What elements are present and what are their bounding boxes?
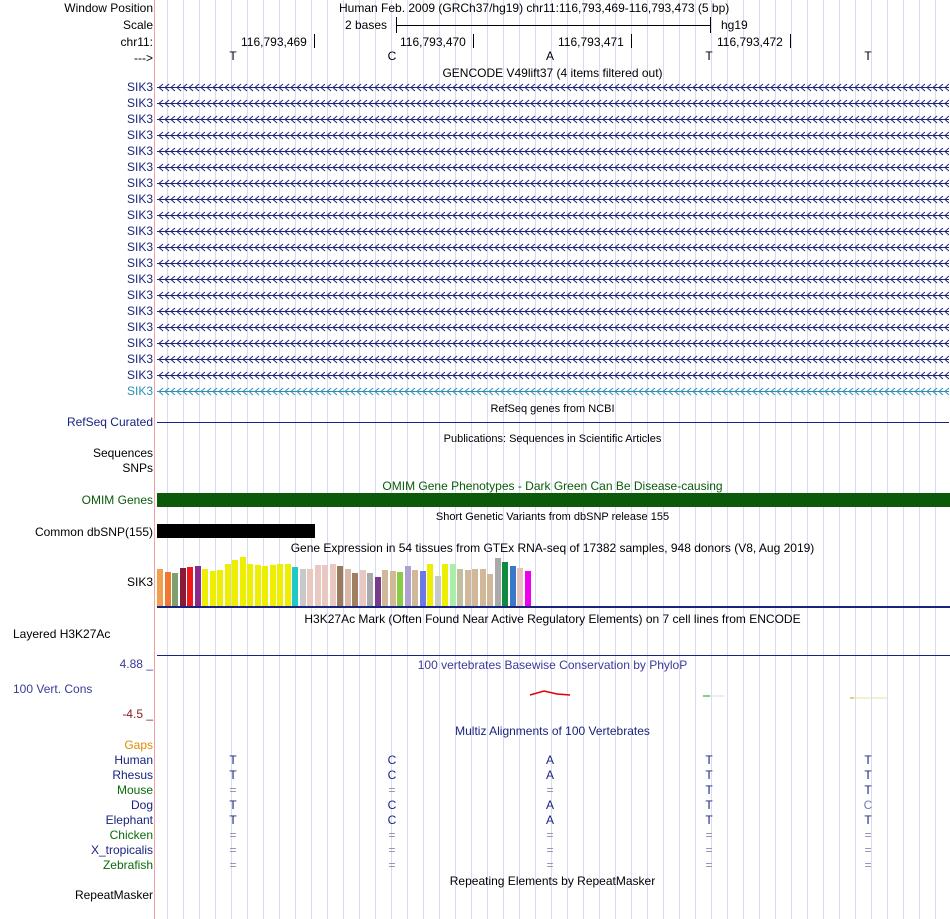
- gtex-tissue-bar[interactable]: [277, 564, 283, 606]
- h3k27ac-track-label[interactable]: Layered H3K27Ac: [13, 627, 111, 641]
- tick-mark: [473, 34, 474, 48]
- gtex-tissue-bar[interactable]: [337, 566, 343, 606]
- multiz-base: A: [545, 813, 554, 827]
- gencode-gene-label[interactable]: SIK3: [126, 352, 153, 366]
- gtex-tissue-bar[interactable]: [330, 564, 336, 606]
- tick-mark: [314, 34, 315, 48]
- multiz-base: T: [705, 813, 713, 827]
- gencode-gene-feature[interactable]: [157, 178, 949, 189]
- gtex-tissue-bar[interactable]: [202, 569, 208, 606]
- multiz-base: A: [545, 768, 554, 782]
- multiz-base: C: [863, 798, 873, 812]
- position-tick-4: 116,793,472: [717, 35, 783, 49]
- multiz-base: =: [864, 828, 872, 842]
- multiz-base: T: [705, 768, 713, 782]
- ref-base: T: [864, 49, 872, 63]
- gencode-gene-feature[interactable]: [157, 162, 949, 173]
- gtex-tissue-bar[interactable]: [510, 566, 516, 606]
- multiz-base: C: [387, 798, 397, 812]
- multiz-base: =: [546, 843, 554, 857]
- gencode-gene-feature[interactable]: [157, 210, 949, 221]
- gencode-gene-label[interactable]: SIK3: [126, 176, 153, 190]
- gencode-gene-label[interactable]: SIK3: [126, 240, 153, 254]
- dbsnp-track-title[interactable]: Short Genetic Variants from dbSNP release 155: [435, 511, 670, 523]
- gencode-gene-label[interactable]: SIK3: [126, 192, 153, 206]
- gtex-tissue-bar[interactable]: [307, 569, 313, 606]
- gtex-tissue-bar[interactable]: [292, 567, 298, 606]
- gencode-gene-label[interactable]: SIK3: [126, 208, 153, 222]
- position-tick-2: 116,793,470: [400, 35, 466, 49]
- scale-value: 2 bases: [345, 18, 388, 32]
- gencode-gene-feature[interactable]: [157, 130, 949, 141]
- gtex-tissue-bar[interactable]: [300, 569, 306, 606]
- gencode-gene-label[interactable]: SIK3: [126, 336, 153, 350]
- gtex-tissue-bar[interactable]: [315, 565, 321, 606]
- gtex-baseline: [157, 606, 950, 608]
- gtex-tissue-bar[interactable]: [210, 571, 216, 606]
- multiz-base: A: [545, 798, 554, 812]
- refseq-track-label[interactable]: RefSeq Curated: [66, 415, 153, 429]
- gtex-bar-chart[interactable]: [157, 556, 949, 606]
- window-position-value: Human Feb. 2009 (GRCh37/hg19) chr11:116,793,469-116,793,473 (5 bp): [339, 1, 730, 15]
- gtex-tissue-bar[interactable]: [442, 564, 448, 606]
- multiz-base: C: [387, 753, 397, 767]
- gtex-tissue-bar[interactable]: [420, 571, 426, 606]
- gencode-gene-label[interactable]: SIK3: [126, 272, 153, 286]
- gtex-tissue-bar[interactable]: [525, 571, 531, 606]
- tick-mark: [790, 34, 791, 48]
- tick-mark: [631, 34, 632, 48]
- multiz-base: T: [229, 798, 237, 812]
- multiz-species-label[interactable]: Dog: [130, 798, 153, 812]
- gtex-tissue-bar[interactable]: [480, 569, 486, 606]
- gtex-tissue-bar[interactable]: [502, 562, 508, 606]
- gencode-gene-feature[interactable]: [157, 322, 949, 333]
- ref-base: C: [387, 49, 397, 63]
- gtex-tissue-bar[interactable]: [165, 572, 171, 606]
- gtex-tissue-bar[interactable]: [457, 569, 463, 606]
- repeatmasker-track-label[interactable]: RepeatMasker: [74, 888, 153, 902]
- gencode-gene-feature[interactable]: [157, 194, 949, 205]
- sequences-label[interactable]: Sequences: [92, 446, 153, 460]
- gtex-tissue-bar[interactable]: [255, 565, 261, 606]
- gencode-gene-label[interactable]: SIK3: [126, 80, 153, 94]
- omim-track-label[interactable]: OMIM Genes: [81, 493, 153, 507]
- gencode-gene-label[interactable]: SIK3: [126, 160, 153, 174]
- gencode-gene-feature[interactable]: [157, 226, 949, 237]
- snps-label[interactable]: SNPs: [122, 461, 153, 475]
- multiz-base: T: [705, 753, 713, 767]
- multiz-base: T: [705, 798, 713, 812]
- gtex-tissue-bar[interactable]: [195, 566, 201, 606]
- gtex-tissue-bar[interactable]: [487, 574, 493, 606]
- h3k27ac-baseline: [157, 655, 950, 656]
- gencode-gene-feature[interactable]: [157, 338, 949, 349]
- multiz-track-title[interactable]: Multiz Alignments of 100 Vertebrates: [455, 724, 650, 738]
- multiz-species-label[interactable]: Mouse: [116, 783, 153, 797]
- gencode-gene-label[interactable]: SIK3: [126, 320, 153, 334]
- multiz-species-label[interactable]: X_tropicalis: [90, 843, 153, 857]
- gtex-tissue-bar[interactable]: [465, 570, 471, 606]
- gtex-tissue-bar[interactable]: [247, 564, 253, 606]
- multiz-base: T: [864, 753, 872, 767]
- gtex-tissue-bar[interactable]: [232, 560, 238, 606]
- gencode-gene-label[interactable]: SIK3: [126, 144, 153, 158]
- position-tick-1: 116,793,469: [241, 35, 307, 49]
- multiz-base: C: [387, 813, 397, 827]
- gtex-tissue-bar[interactable]: [345, 569, 351, 606]
- multiz-base: =: [229, 783, 237, 797]
- gencode-gene-label[interactable]: SIK3: [126, 224, 153, 238]
- window-position-label: Window Position: [64, 1, 153, 15]
- gencode-track-title[interactable]: GENCODE V49lift37 (4 items filtered out): [442, 66, 663, 80]
- ref-base: T: [229, 49, 237, 63]
- gtex-tissue-bar[interactable]: [427, 564, 433, 606]
- gtex-tissue-bar[interactable]: [270, 565, 276, 606]
- cons-track-title[interactable]: 100 vertebrates Basewise Conservation by PhyloP: [417, 658, 688, 672]
- gtex-tissue-bar[interactable]: [495, 558, 501, 606]
- gtex-tissue-bar[interactable]: [390, 571, 396, 606]
- gencode-gene-label[interactable]: SIK3: [126, 304, 153, 318]
- multiz-base: T: [705, 783, 713, 797]
- multiz-species-label[interactable]: Human: [114, 753, 153, 767]
- gencode-gene-feature[interactable]: [157, 114, 949, 125]
- multiz-base: T: [229, 753, 237, 767]
- gaps-label[interactable]: Gaps: [124, 738, 153, 752]
- gtex-tissue-bar[interactable]: [262, 566, 268, 606]
- gencode-gene-label[interactable]: SIK3: [126, 128, 153, 142]
- gtex-tissue-bar[interactable]: [405, 566, 411, 606]
- multiz-base: =: [705, 843, 713, 857]
- gtex-tissue-bar[interactable]: [435, 576, 441, 606]
- ref-base: T: [705, 49, 713, 63]
- gtex-tissue-bar[interactable]: [187, 567, 193, 606]
- multiz-base: T: [229, 813, 237, 827]
- multiz-base: =: [229, 858, 237, 872]
- multiz-base: =: [705, 858, 713, 872]
- multiz-species-label[interactable]: Rhesus: [112, 768, 153, 782]
- gencode-gene-label[interactable]: SIK3: [126, 288, 153, 302]
- strand-label: --->: [134, 51, 153, 65]
- gencode-gene-label[interactable]: SIK3: [126, 112, 153, 126]
- gtex-tissue-bar[interactable]: [450, 564, 456, 606]
- gencode-gene-label[interactable]: SIK3: [126, 384, 153, 398]
- multiz-base: =: [388, 858, 396, 872]
- multiz-base: T: [229, 768, 237, 782]
- multiz-base: =: [864, 843, 872, 857]
- repeatmasker-track-title[interactable]: Repeating Elements by RepeatMasker: [449, 874, 656, 888]
- multiz-base: A: [545, 753, 554, 767]
- gtex-tissue-bar[interactable]: [472, 569, 478, 606]
- omim-track-title[interactable]: OMIM Gene Phenotypes - Dark Green Can Be Disease-causing: [382, 479, 723, 493]
- dbsnp-track-label[interactable]: Common dbSNP(155): [34, 525, 153, 539]
- gtex-track-title[interactable]: Gene Expression in 54 tissues from GTEx RNA-seq of 17382 samples, 948 donors (V8, Aug 2019): [290, 541, 815, 555]
- multiz-species-label[interactable]: Chicken: [109, 828, 153, 842]
- gtex-tissue-bar[interactable]: [360, 570, 366, 606]
- multiz-base: T: [864, 783, 872, 797]
- gtex-tissue-bar[interactable]: [382, 570, 388, 606]
- gtex-tissue-bar[interactable]: [517, 568, 523, 606]
- multiz-base: =: [388, 843, 396, 857]
- multiz-base: =: [388, 783, 396, 797]
- gencode-gene-feature[interactable]: [157, 258, 949, 269]
- gencode-gene-label[interactable]: SIK3: [126, 256, 153, 270]
- scale-label: Scale: [122, 18, 153, 32]
- multiz-species-label[interactable]: Elephant: [105, 813, 153, 827]
- refseq-line: [157, 422, 949, 423]
- gtex-tissue-bar[interactable]: [217, 570, 223, 606]
- gencode-gene-feature[interactable]: [157, 146, 949, 157]
- gtex-tissue-bar[interactable]: [412, 570, 418, 606]
- multiz-base: =: [546, 858, 554, 872]
- multiz-base: T: [864, 768, 872, 782]
- gencode-gene-label[interactable]: SIK3: [126, 368, 153, 382]
- cons-peak: [530, 691, 570, 695]
- gtex-tissue-bar[interactable]: [367, 573, 373, 606]
- cons-track-label[interactable]: 100 Vert. Cons: [13, 682, 93, 696]
- gencode-gene-feature[interactable]: [157, 306, 949, 317]
- multiz-base: T: [864, 813, 872, 827]
- gencode-gene-feature[interactable]: [157, 242, 949, 253]
- gtex-track-label[interactable]: SIK3: [126, 575, 153, 589]
- gtex-tissue-bar[interactable]: [225, 564, 231, 606]
- gtex-tissue-bar[interactable]: [172, 573, 178, 606]
- cons-plot[interactable]: [157, 688, 949, 702]
- h3k27ac-track-title[interactable]: H3K27Ac Mark (Often Found Near Active Regulatory Elements) on 7 cell lines from ENCODE: [304, 612, 801, 626]
- gencode-gene-feature[interactable]: [157, 386, 949, 397]
- gtex-tissue-bar[interactable]: [322, 565, 328, 606]
- chrom-label: chr11:: [120, 35, 153, 49]
- cons-max-label: 4.88 _: [119, 657, 153, 671]
- multiz-base: C: [387, 768, 397, 782]
- gencode-gene-feature[interactable]: [157, 290, 949, 301]
- gencode-gene-feature[interactable]: [157, 98, 949, 109]
- cons-min-label: -4.5 _: [122, 707, 153, 721]
- multiz-base: =: [229, 843, 237, 857]
- multiz-base: =: [546, 828, 554, 842]
- gtex-tissue-bar[interactable]: [285, 564, 291, 606]
- multiz-species-label[interactable]: Zebrafish: [102, 858, 153, 872]
- gtex-tissue-bar[interactable]: [397, 572, 403, 606]
- multiz-base: =: [388, 828, 396, 842]
- gtex-tissue-bar[interactable]: [157, 569, 163, 606]
- omim-feature[interactable]: [157, 493, 950, 507]
- multiz-base: =: [229, 828, 237, 842]
- gencode-gene-feature[interactable]: [157, 370, 949, 381]
- gtex-tissue-bar[interactable]: [180, 568, 186, 606]
- dbsnp-feature[interactable]: [157, 524, 315, 538]
- refseq-track-title[interactable]: RefSeq genes from NCBI: [490, 403, 615, 415]
- gtex-tissue-bar[interactable]: [240, 557, 246, 606]
- gencode-gene-feature[interactable]: [157, 354, 949, 365]
- publications-track-title[interactable]: Publications: Sequences in Scientific Articles: [443, 433, 662, 445]
- gtex-tissue-bar[interactable]: [375, 577, 381, 606]
- position-tick-3: 116,793,471: [558, 35, 624, 49]
- gencode-gene-feature[interactable]: [157, 82, 949, 93]
- multiz-base: =: [705, 828, 713, 842]
- scale-db: hg19: [721, 18, 748, 32]
- gencode-gene-feature[interactable]: [157, 274, 949, 285]
- multiz-base: =: [864, 858, 872, 872]
- gencode-gene-label[interactable]: SIK3: [126, 96, 153, 110]
- track-label-divider: [154, 0, 155, 919]
- scale-bar: [396, 17, 711, 33]
- gtex-tissue-bar[interactable]: [352, 573, 358, 606]
- multiz-base: =: [546, 783, 554, 797]
- ref-base: A: [545, 49, 554, 63]
